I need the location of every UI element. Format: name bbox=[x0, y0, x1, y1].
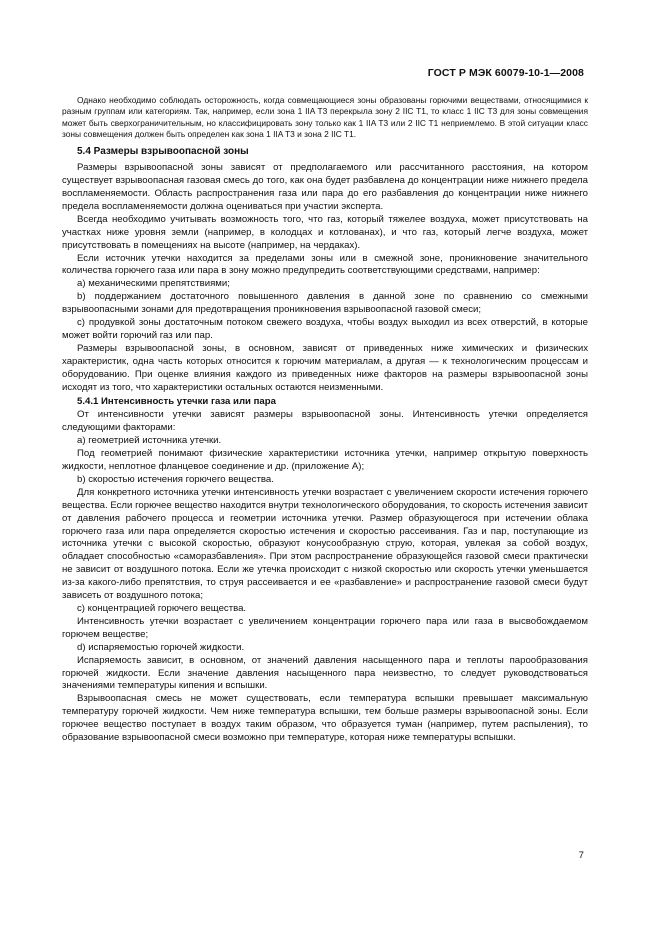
document-body bbox=[62, 95, 588, 745]
list-item: c) продувкой зоны достаточным потоком свежего воздуха, чтобы воздух выходил из всех отверстий, в которые может войти горючий газ или пар. bbox=[62, 317, 588, 341]
paragraph: Интенсивность утечки возрастает с увеличением концентрации горючего пара или газа в высвобождаемом горючем веществе; bbox=[62, 615, 588, 640]
list-item: c) концентрацией горючего вещества. bbox=[77, 603, 247, 614]
document-header: ГОСТ Р МЭК 60079-10-1—2008 bbox=[427, 67, 584, 79]
section-5-4-1-heading: 5.4.1 Интенсивность утечки газа или пара bbox=[77, 395, 276, 407]
list-item: d) испаряемостью горючей жидкости. bbox=[77, 641, 245, 653]
intro-paragraph: Однако необходимо соблюдать осторожность, когда совмещающиеся зоны образованы горючими веществами, относящимися к разным группам или категориям. Так, например, если зона 1 IIA T3 перекрыла зону 2 IIC T1, то класс 1 IIC T3 для зоны совмещения может быть сверхограничительным, но классифицировать зону только как 1 IIA T3 или 2 IIC T1 неприемлемо. В этой ситуации класс зоны совмещения должен быть определен как зона 1 IIA T3 и зона 2 IIC T1. bbox=[62, 95, 588, 139]
paragraph: Всегда необходимо учитывать возможность того, что газ, который тяжелее воздуха, может присутствовать на участках ниже уровня земли (например, в колодцах и котлованах), и что газ, который легче воздуха, может присутствовать в помещениях на высоте (например, на чердаках). bbox=[62, 213, 588, 251]
paragraph: Взрывоопасная смесь не может существовать, если температура вспышки превышает максимальную температуру горючей жидкости. Чем ниже температура вспышки, тем больше размеры взрывоопасной зоны. Если горючее вещество поступает в воздух таким образом, что образуется туман (например, путем распыления), то образование взрывоопасной смеси возможно при температуре, которая ниже температуры вспышки. bbox=[62, 693, 588, 744]
paragraph: Размеры взрывоопасной зоны, в основном, зависят от приведенных ниже химических и физических характеристик, одна часть которых относится к горючим материалам, а другая — к технологическим процессам и оборудованию. При оценке влияния каждого из приведенных ниже факторов на размеры взрывоопасной зоны исходят из того, что характеристики остальных остаются неизменными. bbox=[62, 342, 588, 393]
paragraph: Если источник утечки находится за пределами зоны или в смежной зоне, проникновение значительного количества горючего газа или пара в зону можно предупредить соответствующими средствами, например: bbox=[62, 252, 588, 277]
page-number: 7 bbox=[578, 850, 584, 861]
list-item: a) геометрией источника утечки. bbox=[77, 435, 222, 447]
paragraph: От интенсивности утечки зависят размеры взрывоопасной зоны. Интенсивность утечки определяется следующими факторами: bbox=[62, 409, 588, 434]
paragraph: Для конкретного источника утечки интенсивность утечки возрастает с увеличением скорости истечения горючего вещества. Если горючее вещество находится внутри технологического оборудования, то скорость истечения зависит от давления рабочего процесса и геометрии источника утечки. Размер образующегося при истечении облака горючего газа или пара определяется скоростью истечения и скоростью рассеивания. Газ и пар, поступающие из источника утечки с высокой скоростью, образуют конусообразную струю, которая, увлекая за собой воздух, обладает способностью «саморазбавления». При этом распространение образующейся газовой смеси практически не зависит от воздушного потока. Если же утечка происходит с низкой скоростью или скорость утечки уменьшается из-за какого-либо препятствия, то струя рассеивается и ее «разбавление» и распространение газовой смеси будут зависеть от воздушного потока; bbox=[62, 486, 588, 602]
paragraph: Размеры взрывоопасной зоны зависят от предполагаемого или рассчитанного расстояния, на котором существует взрывоопасная газовая смесь до того, как она будет разбавлена до концентрации ниже нижнего предела воспламеняемости. Область распространения газа или пара до его разбавления до концентрации ниже нижнего предела воспламеняемости должна оцениваться при участии эксперта. bbox=[62, 162, 588, 212]
list-item: b) скоростью истечения горючего вещества. bbox=[77, 473, 274, 485]
paragraph: Испаряемость зависит, в основном, от значений давления насыщенного пара и теплоты парообразования горючей жидкости. Если значение давления насыщенного пара неизвестно, то следует руководствоваться значениями температуры кипения и вспышки. bbox=[62, 654, 588, 692]
section-5-4-heading: 5.4 Размеры взрывоопасной зоны bbox=[77, 146, 249, 158]
paragraph: Под геометрией понимают физические характеристики источника утечки, например открытую поверхность жидкости, неплотное фланцевое соединение и др. (приложение А); bbox=[62, 448, 588, 473]
list-item: b) поддержанием достаточного повышенного давления в данной зоне по сравнению со смежными взрывоопасными зонами для предотвращения проникновения взрывоопасной газовой смеси; bbox=[62, 291, 588, 316]
list-item: a) механическими препятствиями; bbox=[77, 278, 230, 290]
